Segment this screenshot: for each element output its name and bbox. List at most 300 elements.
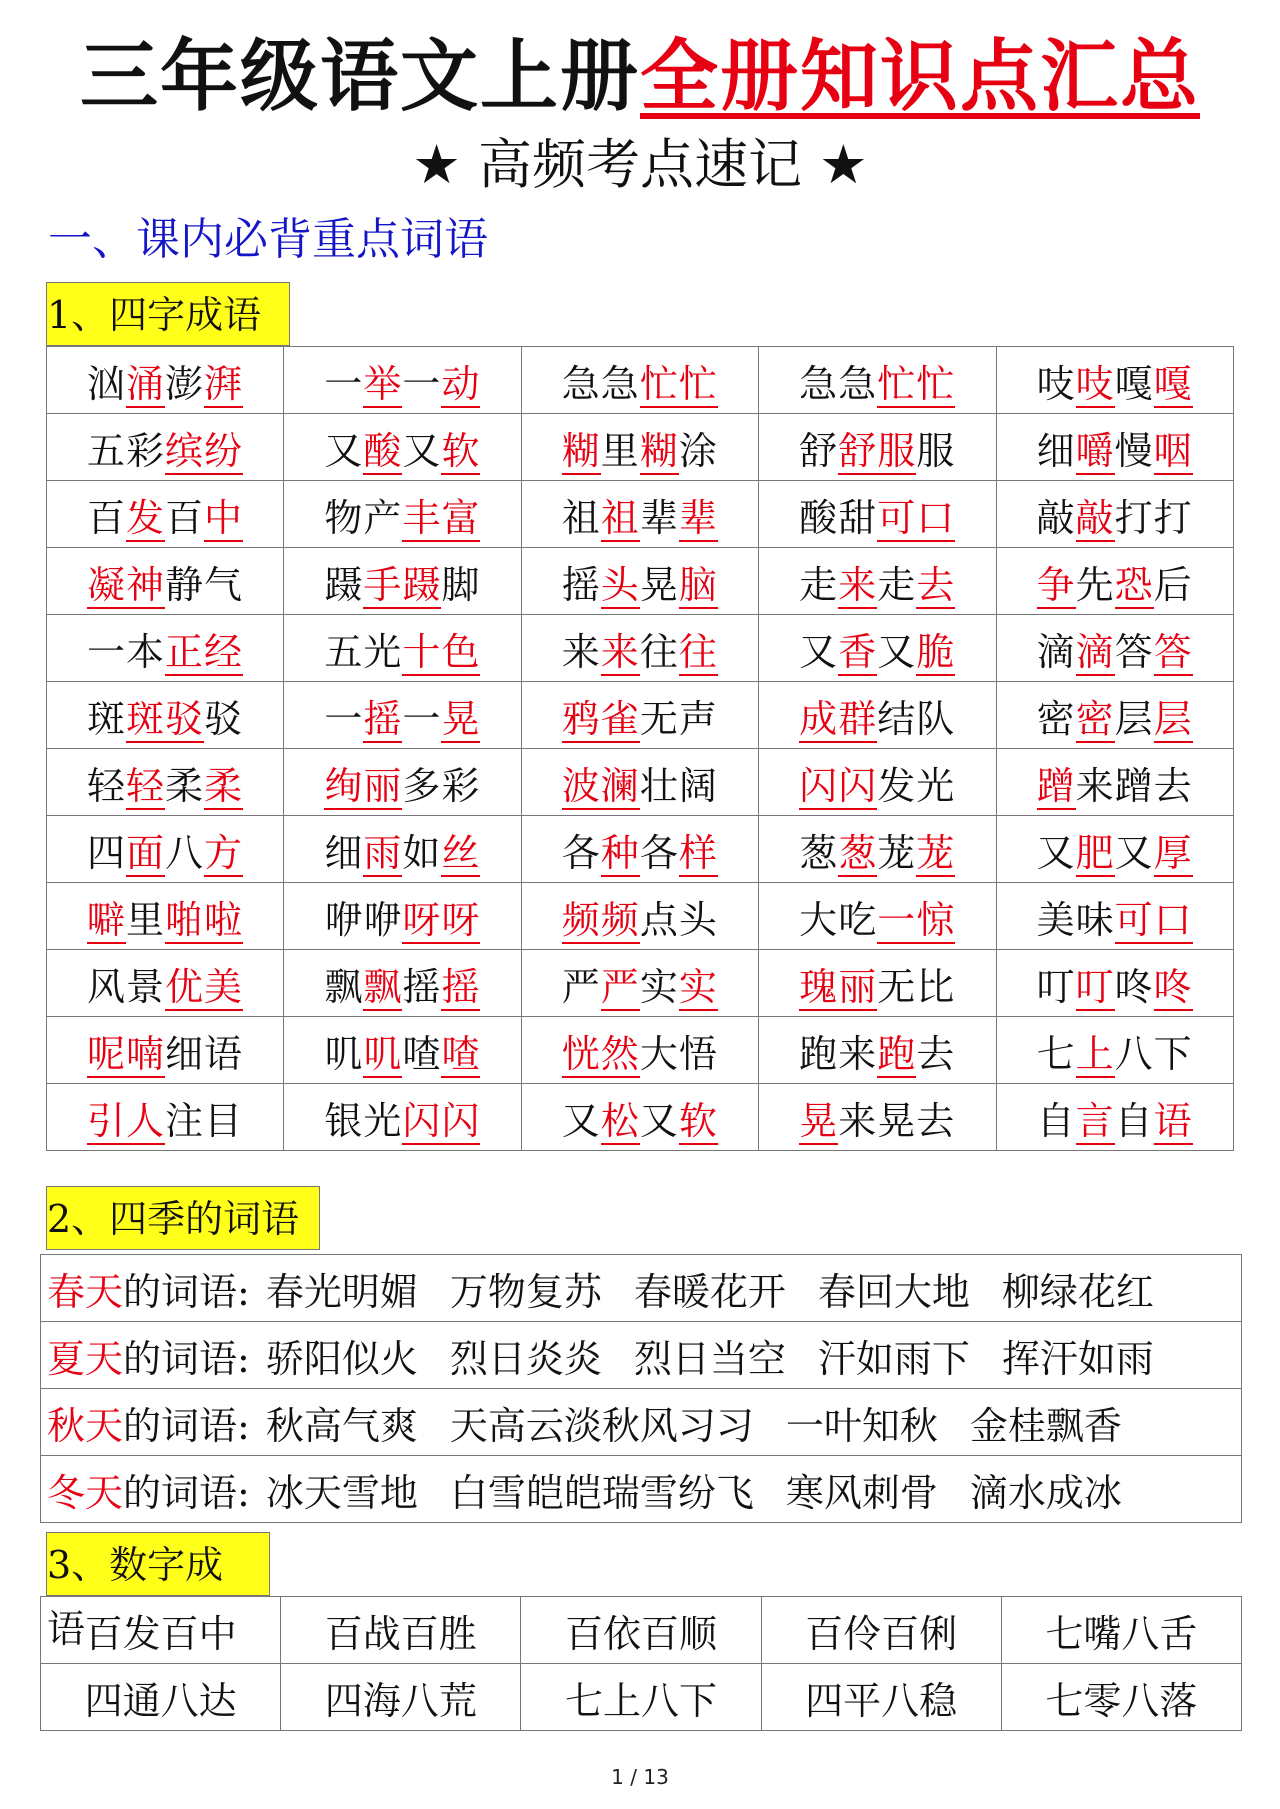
- key-character: 滴: [1075, 629, 1115, 674]
- key-character: 呀: [402, 897, 442, 942]
- number-idiom-cell: 七零八落: [1001, 1664, 1241, 1731]
- key-character: 方: [204, 830, 244, 875]
- number-idiom-cell: 四海八荒: [281, 1664, 521, 1731]
- character: 又: [324, 428, 364, 473]
- character: 八: [165, 830, 205, 875]
- character: 大: [799, 897, 839, 942]
- idiom-row: [47, 950, 1234, 1017]
- character: 打: [1153, 495, 1193, 540]
- key-character: 噼: [87, 897, 127, 942]
- character: 急: [799, 361, 839, 406]
- idiom-cell: [47, 1017, 284, 1084]
- key-character: 软: [441, 428, 481, 473]
- idiom-row: [47, 1017, 1234, 1084]
- number-idiom-cell: 百发百中: [41, 1597, 281, 1664]
- subtitle: ★ 高频考点速记 ★: [412, 133, 868, 196]
- idiom-cell: [284, 682, 521, 749]
- character: 五: [324, 629, 364, 674]
- character: 又: [799, 629, 839, 674]
- season-name: 冬天: [47, 1470, 124, 1515]
- number-idiom-cell: 百战百胜: [281, 1597, 521, 1664]
- key-character: 松: [600, 1098, 640, 1143]
- character: 物: [324, 495, 364, 540]
- four-char-idioms-table: [46, 346, 1234, 1151]
- season-name: 夏天: [47, 1336, 124, 1381]
- season-word: 万物复苏: [449, 1269, 602, 1314]
- key-character: 十: [402, 629, 442, 674]
- idiom-cell: [284, 1017, 521, 1084]
- season-word: 寒风刺骨: [785, 1470, 938, 1515]
- key-character: 丝: [441, 830, 481, 875]
- number-idiom-cell: 四平八稳: [761, 1664, 1001, 1731]
- number-idiom-cell: 七嘴八舌: [1001, 1597, 1241, 1664]
- character: 各: [639, 830, 679, 875]
- season-word: 春暖花开: [633, 1269, 786, 1314]
- key-character: 闪: [799, 763, 839, 808]
- number-idiom-cell: 百依百顺: [521, 1597, 761, 1664]
- key-character: 驳: [165, 696, 205, 741]
- idiom-row: [47, 816, 1234, 883]
- idiom-cell: [47, 1084, 284, 1151]
- idiom-cell: [521, 481, 758, 548]
- idiom-cell: [996, 548, 1233, 615]
- key-character: 丽: [363, 763, 403, 808]
- number-idiom-cell: 四通八达: [41, 1664, 281, 1731]
- idiom-cell: [759, 816, 996, 883]
- idiom-cell: [759, 682, 996, 749]
- key-character: 喃: [126, 1031, 166, 1076]
- key-character: 然: [600, 1031, 640, 1076]
- character: 一: [324, 361, 364, 406]
- season-word: 柳绿花红: [1001, 1269, 1154, 1314]
- idiom-cell: [521, 816, 758, 883]
- key-character: 经: [204, 629, 244, 674]
- key-character: 软: [678, 1098, 718, 1143]
- season-word: 汗如雨下: [817, 1336, 970, 1381]
- idiom-cell: [284, 481, 521, 548]
- character: 柔: [165, 763, 205, 808]
- key-character: 严: [600, 964, 640, 1009]
- key-character: 雀: [600, 696, 640, 741]
- idiom-row: [47, 615, 1234, 682]
- character: 喳: [402, 1031, 442, 1076]
- character: 光: [363, 1098, 403, 1143]
- character: 点: [639, 897, 679, 942]
- character: 叽: [324, 1031, 364, 1076]
- character: 发: [877, 763, 917, 808]
- character: 晃: [639, 562, 679, 607]
- character: 注: [165, 1098, 205, 1143]
- idiom-cell: [47, 481, 284, 548]
- key-character: 口: [916, 495, 956, 540]
- key-character: 波: [561, 763, 601, 808]
- season-cell: [41, 1322, 1242, 1389]
- seasons-label: 2、四季的词语: [46, 1186, 320, 1250]
- key-character: 祖: [600, 495, 640, 540]
- season-cell: [41, 1255, 1242, 1322]
- character: 急: [561, 361, 601, 406]
- character: 吱: [1036, 361, 1076, 406]
- key-character: 厚: [1153, 830, 1193, 875]
- season-suffix: 的词语:: [123, 1403, 250, 1448]
- character: 一: [402, 361, 442, 406]
- key-character: 频: [600, 897, 640, 942]
- character: 急: [600, 361, 640, 406]
- season-word: 春光明媚: [265, 1269, 418, 1314]
- key-character: 来: [838, 562, 878, 607]
- character: 壮: [639, 763, 679, 808]
- key-character: 叮: [1075, 964, 1115, 1009]
- character: 一: [402, 696, 442, 741]
- key-character: 引: [87, 1098, 127, 1143]
- key-character: 绚: [324, 763, 364, 808]
- character: 嘎: [1114, 361, 1154, 406]
- key-character: 神: [126, 562, 166, 607]
- section-heading: 一、课内必背重点词语: [48, 214, 488, 265]
- key-character: 摇: [441, 964, 481, 1009]
- key-character: 凝: [87, 562, 127, 607]
- key-character: 糊: [561, 428, 601, 473]
- idiom-cell: [521, 682, 758, 749]
- idiom-cell: [521, 615, 758, 682]
- key-character: 动: [441, 361, 481, 406]
- idiom-cell: [47, 347, 284, 414]
- character: 结: [877, 696, 917, 741]
- idiom-cell: [759, 883, 996, 950]
- idiom-row: [47, 682, 1234, 749]
- season-row: [41, 1389, 1242, 1456]
- idiom-row: [47, 481, 1234, 548]
- number-idiom-cell: 百伶百俐: [761, 1597, 1001, 1664]
- character: 打: [1114, 495, 1154, 540]
- season-word: 烈日炎炎: [449, 1336, 602, 1381]
- key-character: 酸: [363, 428, 403, 473]
- character: 里: [600, 428, 640, 473]
- season-row: [41, 1322, 1242, 1389]
- character: 又: [561, 1098, 601, 1143]
- key-character: 瑰: [799, 964, 839, 1009]
- season-suffix: 的词语:: [123, 1336, 250, 1381]
- key-character: 口: [1153, 897, 1193, 942]
- idiom-cell: [759, 1017, 996, 1084]
- idiom-cell: [996, 615, 1233, 682]
- character: 斑: [87, 696, 127, 741]
- key-character: 忙: [678, 361, 718, 406]
- character: 如: [402, 830, 442, 875]
- key-character: 脆: [916, 629, 956, 674]
- key-character: 咚: [1153, 964, 1193, 1009]
- idiom-cell: [47, 950, 284, 1017]
- idiom-cell: [996, 1017, 1233, 1084]
- character: 往: [639, 629, 679, 674]
- character: 去: [916, 1098, 956, 1143]
- key-character: 斑: [126, 696, 166, 741]
- character: 层: [1114, 696, 1154, 741]
- idiom-cell: [284, 615, 521, 682]
- key-character: 可: [877, 495, 917, 540]
- key-character: 频: [561, 897, 601, 942]
- key-character: 惊: [916, 897, 956, 942]
- key-character: 上: [1075, 1031, 1115, 1076]
- number-idiom-row: [41, 1664, 1242, 1731]
- character: 又: [877, 629, 917, 674]
- idiom-cell: [284, 883, 521, 950]
- character: 队: [916, 696, 956, 741]
- key-character: 恐: [1114, 562, 1154, 607]
- character: 蹭: [1114, 763, 1154, 808]
- season-words-table: [40, 1254, 1242, 1523]
- character: 吃: [838, 897, 878, 942]
- character: 阔: [678, 763, 718, 808]
- character: 头: [678, 897, 718, 942]
- character: 又: [639, 1098, 679, 1143]
- character: 祖: [561, 495, 601, 540]
- character: 严: [561, 964, 601, 1009]
- character: 八: [1114, 1031, 1154, 1076]
- key-character: 恍: [561, 1031, 601, 1076]
- character: 脚: [441, 562, 481, 607]
- key-character: 服: [877, 428, 917, 473]
- character: 悟: [678, 1031, 718, 1076]
- key-character: 肥: [1075, 830, 1115, 875]
- idiom-cell: [284, 749, 521, 816]
- key-character: 啪: [165, 897, 205, 942]
- key-character: 嚼: [1075, 428, 1115, 473]
- character: 自: [1114, 1098, 1154, 1143]
- idiom-cell: [996, 749, 1233, 816]
- key-character: 轻: [126, 763, 166, 808]
- key-character: 澜: [600, 763, 640, 808]
- idiom-cell: [996, 481, 1233, 548]
- character: 七: [1036, 1031, 1076, 1076]
- idiom-cell: [284, 1084, 521, 1151]
- character: 蹑: [324, 562, 364, 607]
- character: 摇: [561, 562, 601, 607]
- key-character: 摇: [363, 696, 403, 741]
- character: 气: [204, 562, 244, 607]
- key-character: 色: [441, 629, 481, 674]
- key-character: 忙: [877, 361, 917, 406]
- key-character: 群: [838, 696, 878, 741]
- character: 百: [165, 495, 205, 540]
- character: 茏: [877, 830, 917, 875]
- key-character: 呢: [87, 1031, 127, 1076]
- season-word: 天高云淡秋风习习: [449, 1403, 754, 1448]
- character: 美: [1036, 897, 1076, 942]
- idiom-cell: [996, 816, 1233, 883]
- title-red: 全册知识点汇总: [640, 32, 1201, 122]
- key-character: 面: [126, 830, 166, 875]
- character: 一: [324, 696, 364, 741]
- character: 澎: [165, 361, 205, 406]
- character: 来: [838, 1098, 878, 1143]
- number-idiom-row: [41, 1597, 1242, 1664]
- character: 光: [916, 763, 956, 808]
- character: 汹: [87, 361, 127, 406]
- key-character: 去: [916, 562, 956, 607]
- character: 五: [87, 428, 127, 473]
- character: 甜: [838, 495, 878, 540]
- idiom-cell: [996, 414, 1233, 481]
- character: 答: [1114, 629, 1154, 674]
- character: 晃: [877, 1098, 917, 1143]
- character: 涂: [678, 428, 718, 473]
- character: 急: [838, 361, 878, 406]
- idiom-row: [47, 883, 1234, 950]
- character: 又: [1036, 830, 1076, 875]
- key-character: 晃: [799, 1098, 839, 1143]
- idiom-cell: [759, 950, 996, 1017]
- key-character: 中: [204, 495, 244, 540]
- key-character: 脑: [678, 562, 718, 607]
- character: 驳: [204, 696, 244, 741]
- idiom-cell: [47, 816, 284, 883]
- character: 彩: [441, 763, 481, 808]
- key-character: 嘎: [1153, 361, 1193, 406]
- key-character: 发: [126, 495, 166, 540]
- season-suffix: 的词语:: [123, 1269, 250, 1314]
- character: 咿: [363, 897, 403, 942]
- character: 后: [1153, 562, 1193, 607]
- idiom-row: [47, 1084, 1234, 1151]
- character: 葱: [799, 830, 839, 875]
- key-character: 可: [1114, 897, 1154, 942]
- key-character: 种: [600, 830, 640, 875]
- idiom-row: [47, 347, 1234, 414]
- number-idiom-cell: 七上八下: [521, 1664, 761, 1731]
- character: 叮: [1036, 964, 1076, 1009]
- character: 摇: [402, 964, 442, 1009]
- key-character: 叽: [363, 1031, 403, 1076]
- key-character: 雨: [363, 830, 403, 875]
- character: 慢: [1114, 428, 1154, 473]
- character: 敲: [1036, 495, 1076, 540]
- character: 飘: [324, 964, 364, 1009]
- key-character: 香: [838, 629, 878, 674]
- key-character: 成: [799, 696, 839, 741]
- key-character: 样: [678, 830, 718, 875]
- season-word: 滴水成冰: [969, 1470, 1122, 1515]
- season-word: 金桂飘香: [969, 1403, 1122, 1448]
- key-character: 争: [1036, 562, 1076, 607]
- key-character: 忙: [916, 361, 956, 406]
- key-character: 晃: [441, 696, 481, 741]
- character: 百: [87, 495, 127, 540]
- season-suffix: 的词语:: [123, 1470, 250, 1515]
- character: 本: [126, 629, 166, 674]
- key-character: 葱: [838, 830, 878, 875]
- idiom-cell: [47, 548, 284, 615]
- idioms-label: 1、四字成语: [46, 282, 290, 346]
- key-character: 糊: [639, 428, 679, 473]
- character: 里: [126, 897, 166, 942]
- character: 比: [916, 964, 956, 1009]
- character: 细: [165, 1031, 205, 1076]
- key-character: 手: [363, 562, 403, 607]
- key-character: 蹭: [1036, 763, 1076, 808]
- key-character: 富: [441, 495, 481, 540]
- character: 无: [877, 964, 917, 1009]
- character: 景: [126, 964, 166, 1009]
- character: 细: [324, 830, 364, 875]
- character: 先: [1075, 562, 1115, 607]
- key-character: 层: [1153, 696, 1193, 741]
- character: 走: [799, 562, 839, 607]
- idiom-cell: [996, 950, 1233, 1017]
- key-character: 纷: [204, 428, 244, 473]
- idiom-cell: [521, 548, 758, 615]
- character: 静: [165, 562, 205, 607]
- key-character: 湃: [204, 361, 244, 406]
- idiom-cell: [47, 615, 284, 682]
- season-row: [41, 1255, 1242, 1322]
- character: 味: [1075, 897, 1115, 942]
- idiom-cell: [759, 1084, 996, 1151]
- key-character: 柔: [204, 763, 244, 808]
- character: 无: [639, 696, 679, 741]
- key-character: 辈: [678, 495, 718, 540]
- idiom-cell: [996, 1084, 1233, 1151]
- idiom-cell: [996, 347, 1233, 414]
- season-name: 秋天: [47, 1403, 124, 1448]
- character: 光: [363, 629, 403, 674]
- idiom-cell: [996, 883, 1233, 950]
- character: 服: [916, 428, 956, 473]
- key-character: 头: [600, 562, 640, 607]
- idiom-cell: [521, 749, 758, 816]
- idiom-cell: [521, 1084, 758, 1151]
- character: 来: [561, 629, 601, 674]
- key-character: 吱: [1075, 361, 1115, 406]
- key-character: 缤: [165, 428, 205, 473]
- character: 彩: [126, 428, 166, 473]
- character: 舒: [799, 428, 839, 473]
- key-character: 答: [1153, 629, 1193, 674]
- key-character: 喳: [441, 1031, 481, 1076]
- character: 大: [639, 1031, 679, 1076]
- title-black: 三年级语文上册: [79, 32, 640, 122]
- key-character: 呀: [441, 897, 481, 942]
- idiom-cell: [521, 414, 758, 481]
- character: 目: [204, 1098, 244, 1143]
- idiom-cell: [47, 883, 284, 950]
- key-character: 丰: [402, 495, 442, 540]
- idiom-cell: [284, 414, 521, 481]
- idiom-cell: [759, 615, 996, 682]
- season-word: 秋高气爽: [265, 1403, 418, 1448]
- character: 酸: [799, 495, 839, 540]
- season-row: [41, 1456, 1242, 1523]
- character: 又: [1114, 830, 1154, 875]
- key-character: 舒: [838, 428, 878, 473]
- idiom-cell: [759, 548, 996, 615]
- numbers-label: 3、数字成语: [46, 1532, 270, 1596]
- season-word: 骄阳似火: [265, 1336, 418, 1381]
- character: 来: [838, 1031, 878, 1076]
- idiom-row: [47, 414, 1234, 481]
- character: 声: [678, 696, 718, 741]
- key-character: 鸦: [561, 696, 601, 741]
- idiom-cell: [759, 749, 996, 816]
- season-word: 挥汗如雨: [1001, 1336, 1154, 1381]
- idiom-cell: [47, 414, 284, 481]
- key-character: 正: [165, 629, 205, 674]
- season-word: 冰天雪地: [265, 1470, 418, 1515]
- key-character: 举: [363, 361, 403, 406]
- key-character: 飘: [363, 964, 403, 1009]
- idiom-cell: [521, 1017, 758, 1084]
- key-character: 闪: [838, 763, 878, 808]
